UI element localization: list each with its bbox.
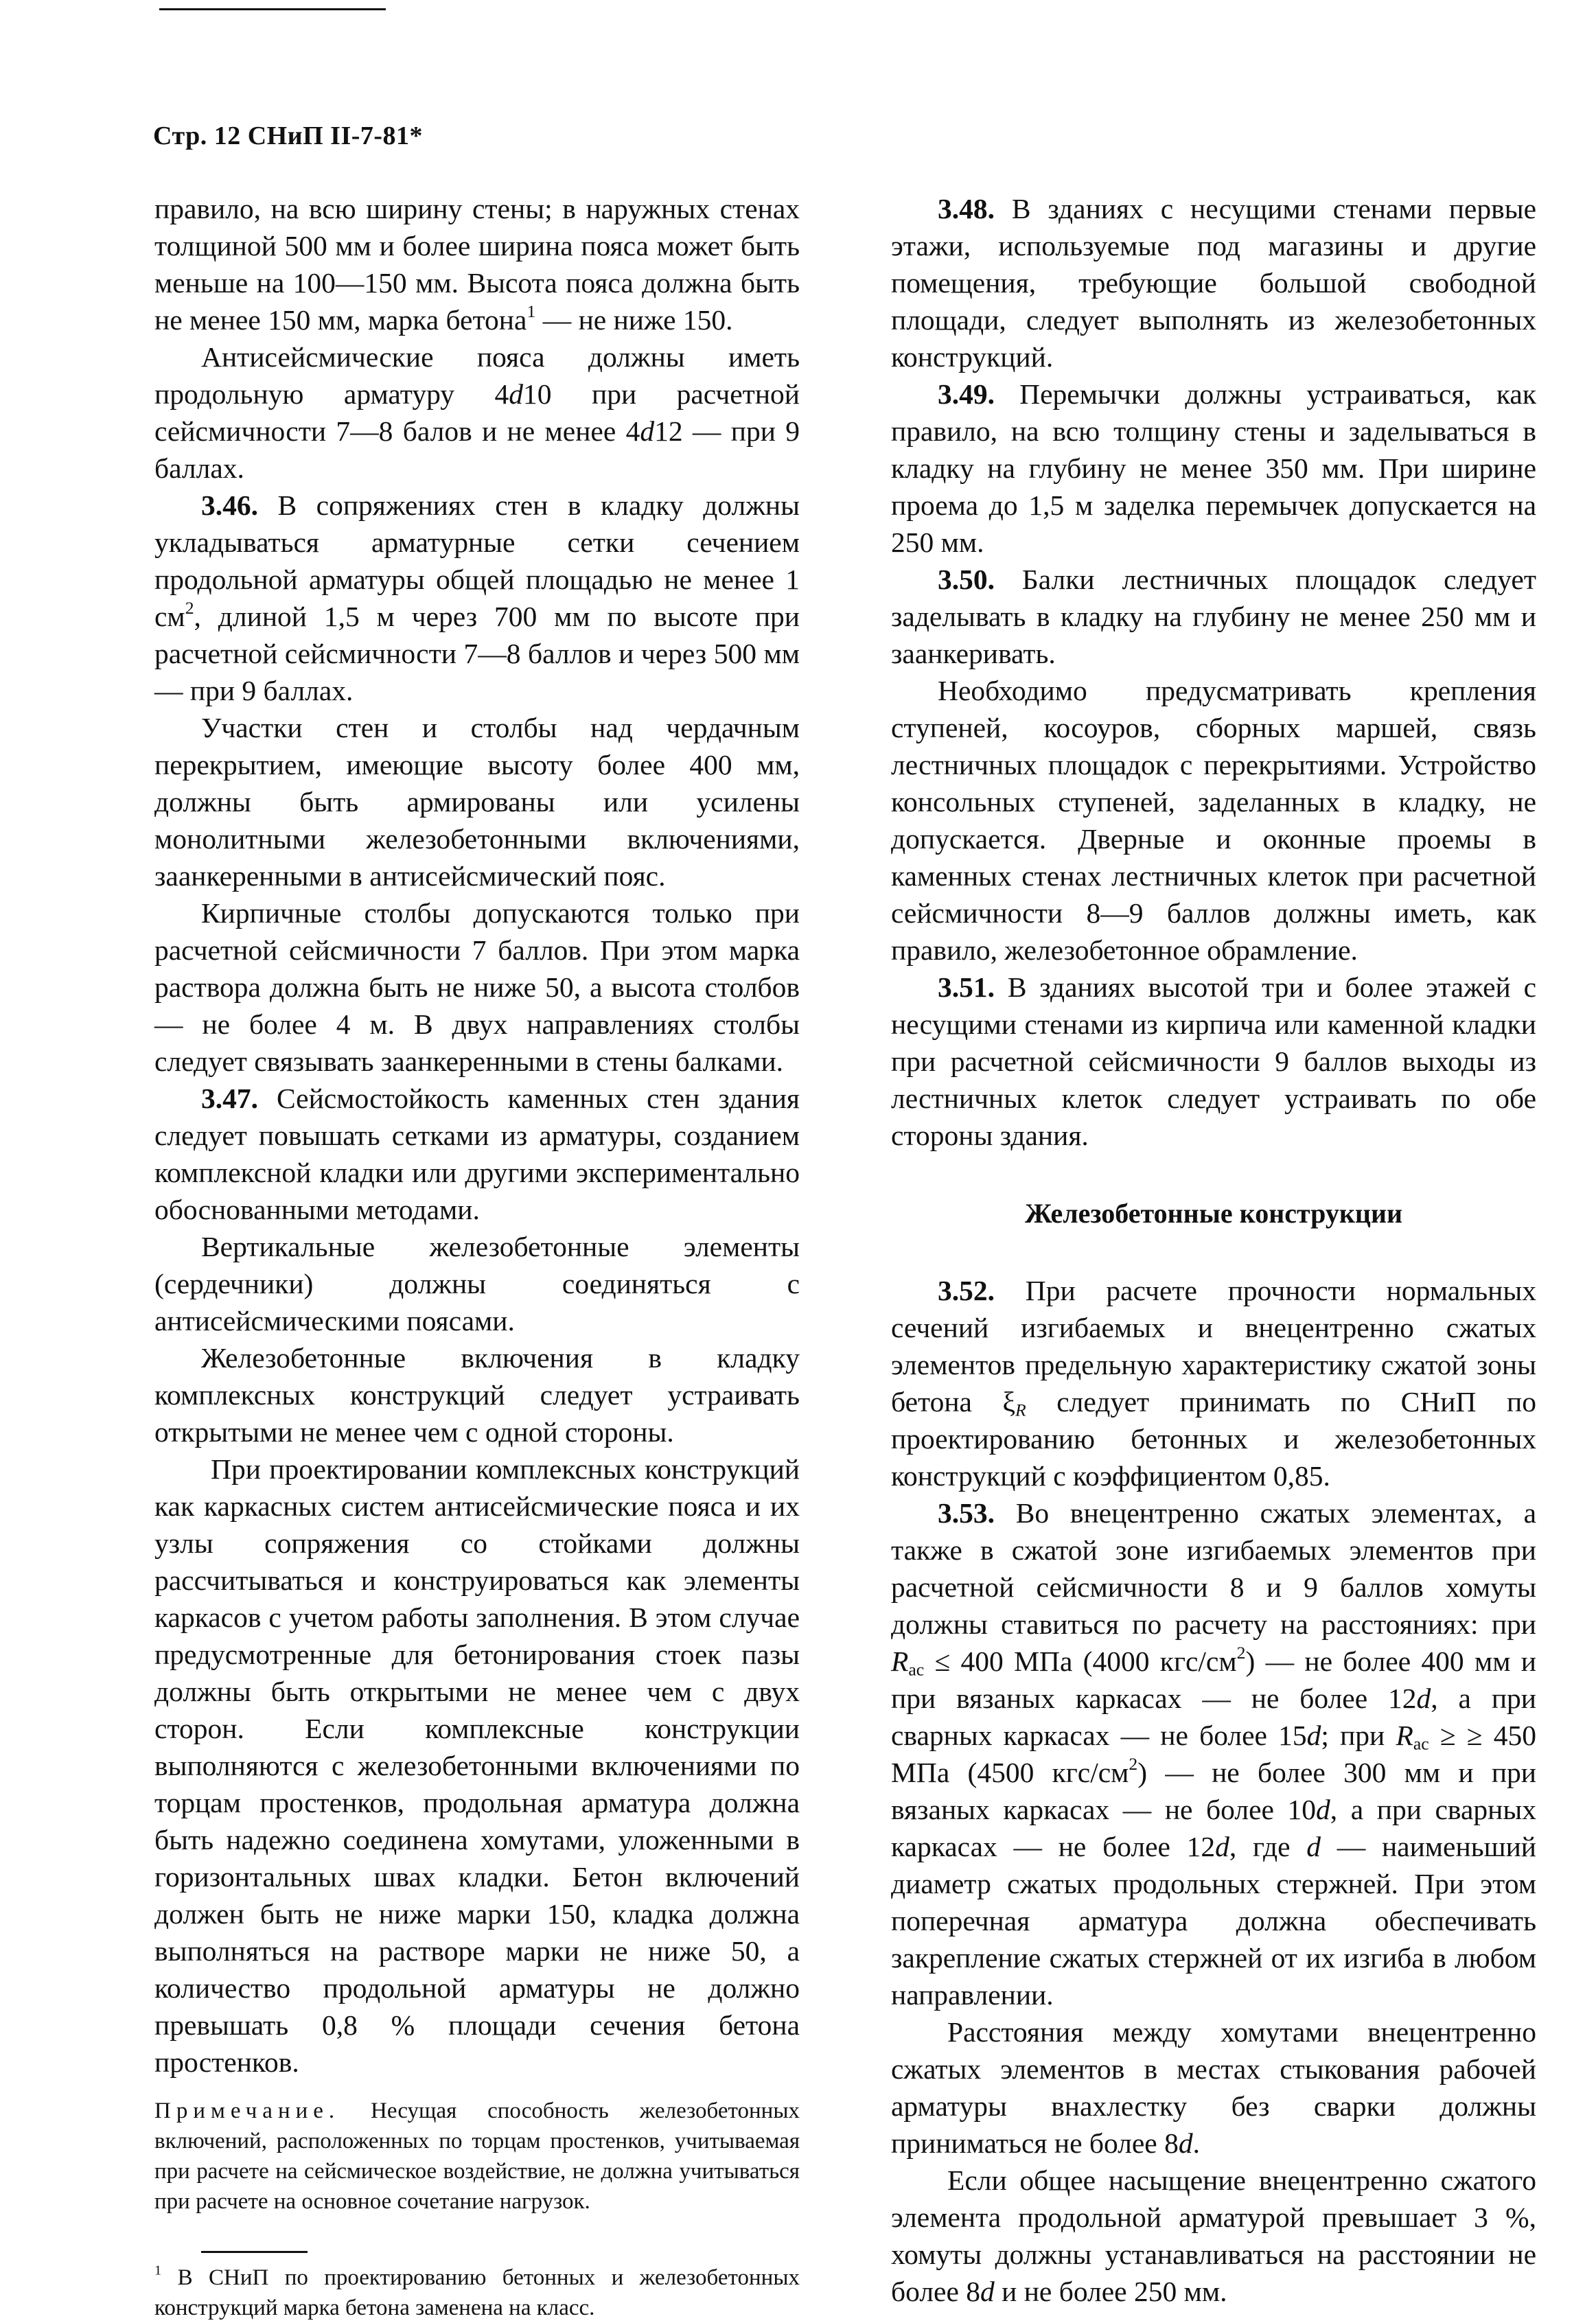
right-paragraphs [891, 190, 1536, 2310]
right-paragraph: 3.49. Перемычки должны устраиваться, как правило, на всю толщину стены и заделываться в кладку на глубину не менее 350 мм. При ширине проема до 1,5 м заделка перемычек допускается на 250 мм. [891, 378, 1536, 558]
right-paragraph: 3.48. В зданиях с несущими стенами первые этажи, используемые под магазины и другие помещения, требующие большой свободной площади, следует выполнять из железобетонных конструкций. [891, 193, 1536, 373]
right-paragraph: Необходимо предусматривать крепления ступеней, косоуров, сборных маршей, связь лестничных площадок с перекрытиями. Устройство консольных ступеней, заделанных в кладку, не допускается. Дверные и оконные проемы в каменных стенах лестничных клеток при расчетной сейсмичности 8—9 баллов должны иметь, как правило, железобетонное обрамление. [891, 675, 1536, 966]
right-paragraph: 3.51. В зданиях высотой три и более этажей с несущими стенами из кирпича или каменной кладки при расчетной сейсмичности 9 баллов выходы из лестничных клеток следует устраивать по обе стороны здания. [891, 971, 1536, 1151]
left-paragraph: Участки стен и столбы над чердачным перекрытием, имеющие высоту более 400 мм, должны быть армированы или усилены монолитными железобетонными включениями, заанкеренными в антисейсмический пояс. [154, 712, 800, 892]
note [154, 2096, 800, 2217]
left-paragraph: Железобетонные включения в кладку комплексных конструкций следует устраивать открытыми не менее чем с одной стороны. [154, 1342, 800, 1448]
right-column [891, 190, 1536, 2310]
footnote-rule [201, 2251, 308, 2253]
right-paragraph: 3.53. Во внецентренно сжатых элементах, а также в сжатой зоне изгибаемых элементов при расчетной сейсмичности 8 и 9 баллов хомуты должны ставиться по расчету на расстояниях: при $R_{ас} \le 400$ МПа (4000 кгс/$см^2$) — не более 400 мм и при вязаных каркасах — не более 12d, а при сварных каркасах — не более 15d; при $R_{ас}$ ≥ ≥ 450 МПа (4500 кгс/$см^2$) — не более 300 мм и при вязаных каркасах — не более 10d, а при сварных каркасах — не более 12d, где d — наименьший диаметр сжатых продольных стержней. При этом поперечная арматура должна обеспечивать закрепление сжатых стержней от их изгиба в любом направлении. [891, 1497, 1536, 2011]
left-paragraph: При проектировании комплексных конструкций как каркасных систем антисейсмические пояса и их узлы сопряжения со стойками должны рассчитываться и конструироваться как элементы каркасов с учетом работы заполнения. В этом случае предусмотренные для бетонирования стоек пазы должны быть открытыми не менее чем с двух сторон. Если комплексные конструкции выполняются с железобетонными включениями по торцам простенков, продольная арматура должна быть надежно соединена хомутами, уложенными в горизонтальных швах кладки. Бетон включений должен быть не ниже марки 150, кладка должна выполняться на растворе марки не ниже 50, а количество продольной арматуры не должно превышать 0,8 % площади сечения бетона простенков. [154, 1453, 800, 2078]
footnote: $^1$ В СНиП по проектированию бетонных и железобетонных конструкций марка бетона заменена на класс. [154, 2263, 800, 2320]
left-column [154, 190, 800, 2323]
section-title: Железобетонные конструкции [1024, 1198, 1403, 1229]
note-text: Несущая способность железобетонных включений, расположенных по торцам простенков, учитываемая при расчете на сейсмическое воздействие, не должна учитываться при расчете на основное сочетание нагрузок. [154, 2099, 800, 2214]
right-paragraph: 3.50. Балки лестничных площадок следует заделывать в кладку на глубину не менее 250 мм и заанкеривать. [891, 564, 1536, 669]
left-paragraph: Вертикальные железобетонные элементы (сердечники) должны соединяться с антисейсмическими поясами. [154, 1231, 800, 1337]
right-paragraph: 3.52. При расчете прочности нормальных сечений изгибаемых и внецентренно сжатых элементов предельную характеристику сжатой зоны бетона $\xi_R$ следует принимать по СНиП по проектированию бетонных и железобетонных конструкций с коэффициентом 0,85. [891, 1275, 1536, 1492]
left-paragraph: правило, на всю ширину стены; в наружных стенах толщиной 500 мм и более ширина пояса может быть меньше на 100—150 мм. Высота пояса должна быть не менее 150 мм, марка бетона$^1$ — не ниже 150. [154, 193, 800, 336]
top-rule [159, 8, 386, 10]
right-paragraph: Расстояния между хомутами внецентренно сжатых элементов в местах стыкования рабочей арматуры внахлестку без сварки должны приниматься не более 8d. [891, 2016, 1536, 2159]
left-paragraph: Кирпичные столбы допускаются только при расчетной сейсмичности 7 баллов. При этом марка раствора должна быть не ниже 50, а высота столбов — не более 4 м. В двух направлениях столбы следует связывать заанкеренными в стены балками. [154, 897, 800, 1077]
right-paragraph: Если общее насыщение внецентренно сжатого элемента продольной арматурой превышает 3 %, хомуты должны устанавливаться на расстоянии не более 8d и не более 250 мм. [891, 2164, 1536, 2307]
note-label: Примечание. [154, 2099, 340, 2123]
left-paragraph: 3.47. Сейсмостойкость каменных стен здания следует повышать сетками из арматуры, созданием комплексной кладки или другими экспериментально обоснованными методами. [154, 1083, 800, 1225]
page-header: Стр. 12 СНиП II-7-81* [153, 122, 424, 150]
left-paragraphs [154, 190, 800, 2081]
left-paragraph: 3.46. В сопряжениях стен в кладку должны укладываться арматурные сетки сечением продольной арматуры общей площадью не менее 1 $см^2$, длиной 1,5 м через 700 мм по высоте при расчетной сейсмичности 7—8 баллов и через 500 мм — при 9 баллах. [154, 489, 800, 706]
left-paragraph: Антисейсмические пояса должны иметь продольную арматуру 4d10 при расчетной сейсмичности 7—8 балов и не менее 4d12 — при 9 баллах. [154, 341, 800, 484]
